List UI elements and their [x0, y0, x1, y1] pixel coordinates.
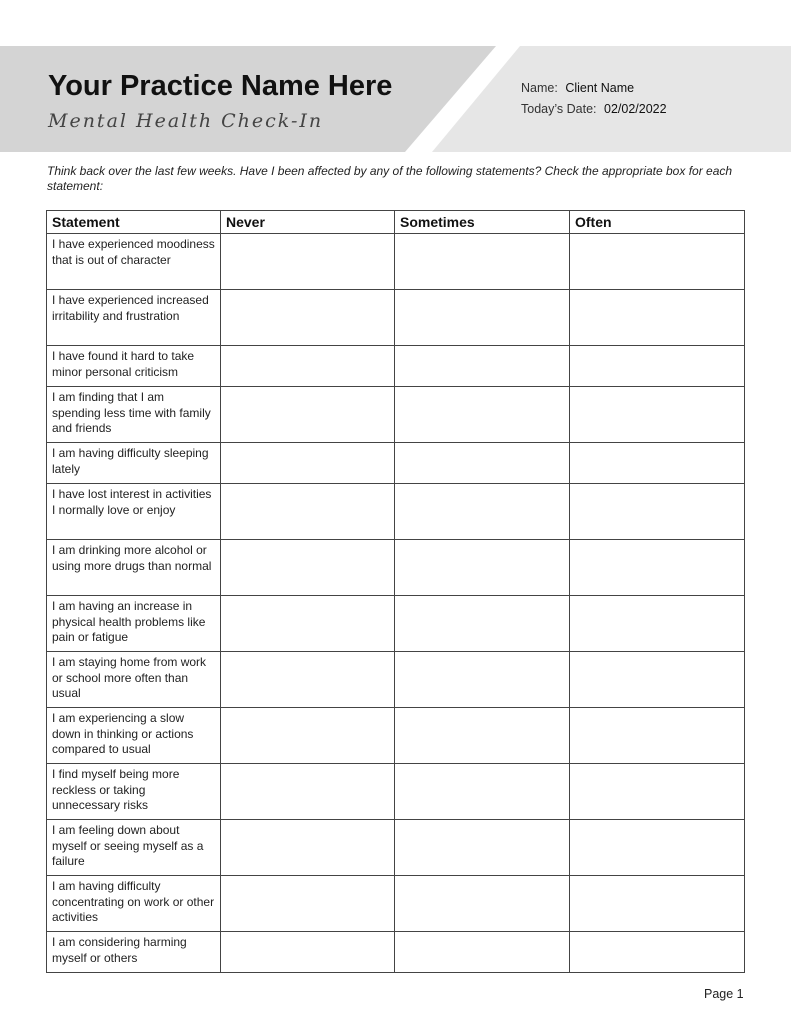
table-row	[47, 346, 745, 387]
never-checkbox[interactable]	[221, 540, 395, 596]
often-checkbox[interactable]	[570, 820, 745, 876]
sometimes-checkbox[interactable]	[395, 540, 570, 596]
statement-cell: I am experiencing a slow down in thinking or actions compared to usual	[47, 708, 221, 764]
table-row	[47, 234, 745, 290]
table-row	[47, 540, 745, 596]
date-label: Today’s Date:	[521, 102, 597, 116]
sometimes-checkbox[interactable]	[395, 443, 570, 484]
often-checkbox[interactable]	[570, 932, 745, 973]
sometimes-checkbox[interactable]	[395, 708, 570, 764]
date-value[interactable]: 02/02/2022	[604, 102, 667, 116]
statement-cell: I am drinking more alcohol or using more drugs than normal	[47, 540, 221, 596]
sometimes-checkbox[interactable]	[395, 290, 570, 346]
sometimes-checkbox[interactable]	[395, 652, 570, 708]
often-checkbox[interactable]	[570, 234, 745, 290]
never-checkbox[interactable]	[221, 876, 395, 932]
date-row	[521, 102, 667, 123]
page-number: Page 1	[704, 987, 744, 1001]
client-info	[521, 81, 667, 123]
table-row	[47, 484, 745, 540]
never-checkbox[interactable]	[221, 596, 395, 652]
table-row	[47, 290, 745, 346]
statement-cell: I am finding that I am spending less time with family and friends	[47, 387, 221, 443]
statement-cell: I have experienced increased irritability and frustration	[47, 290, 221, 346]
sometimes-checkbox[interactable]	[395, 387, 570, 443]
table-row	[47, 652, 745, 708]
never-checkbox[interactable]	[221, 387, 395, 443]
table-row	[47, 764, 745, 820]
often-checkbox[interactable]	[570, 876, 745, 932]
table-row	[47, 387, 745, 443]
col-header-often: Often	[570, 211, 745, 234]
never-checkbox[interactable]	[221, 764, 395, 820]
often-checkbox[interactable]	[570, 596, 745, 652]
client-name-value[interactable]: Client Name	[565, 81, 635, 95]
never-checkbox[interactable]	[221, 290, 395, 346]
name-label: Name:	[521, 81, 558, 95]
statement-cell: I am having difficulty sleeping lately	[47, 443, 221, 484]
sometimes-checkbox[interactable]	[395, 876, 570, 932]
col-header-sometimes: Sometimes	[395, 211, 570, 234]
statement-cell: I have lost interest in activities I normally love or enjoy	[47, 484, 221, 540]
practice-name: Your Practice Name Here	[48, 70, 393, 102]
table-row	[47, 820, 745, 876]
never-checkbox[interactable]	[221, 234, 395, 290]
sometimes-checkbox[interactable]	[395, 234, 570, 290]
col-header-statement: Statement	[47, 211, 221, 234]
sometimes-checkbox[interactable]	[395, 932, 570, 973]
statement-cell: I find myself being more reckless or taking unnecessary risks	[47, 764, 221, 820]
often-checkbox[interactable]	[570, 346, 745, 387]
often-checkbox[interactable]	[570, 484, 745, 540]
never-checkbox[interactable]	[221, 820, 395, 876]
instructions: Think back over the last few weeks. Have I been affected by any of the following statements? Check the appropriate box for each statement:	[47, 164, 733, 193]
never-checkbox[interactable]	[221, 484, 395, 540]
never-checkbox[interactable]	[221, 443, 395, 484]
table-row	[47, 596, 745, 652]
often-checkbox[interactable]	[570, 708, 745, 764]
often-checkbox[interactable]	[570, 540, 745, 596]
statement-cell: I have found it hard to take minor personal criticism	[47, 346, 221, 387]
often-checkbox[interactable]	[570, 652, 745, 708]
never-checkbox[interactable]	[221, 346, 395, 387]
statement-cell: I am having difficulty concentrating on work or other activities	[47, 876, 221, 932]
sometimes-checkbox[interactable]	[395, 346, 570, 387]
never-checkbox[interactable]	[221, 652, 395, 708]
statement-cell: I am staying home from work or school more often than usual	[47, 652, 221, 708]
sometimes-checkbox[interactable]	[395, 596, 570, 652]
often-checkbox[interactable]	[570, 443, 745, 484]
statement-cell: I have experienced moodiness that is out of character	[47, 234, 221, 290]
table-row	[47, 932, 745, 973]
statement-cell: I am feeling down about myself or seeing myself as a failure	[47, 820, 221, 876]
sometimes-checkbox[interactable]	[395, 484, 570, 540]
form-subtitle: Mental Health Check-In	[48, 110, 324, 132]
never-checkbox[interactable]	[221, 932, 395, 973]
often-checkbox[interactable]	[570, 290, 745, 346]
statement-cell: I am having an increase in physical health problems like pain or fatigue	[47, 596, 221, 652]
table-row	[47, 876, 745, 932]
often-checkbox[interactable]	[570, 764, 745, 820]
client-name-row	[521, 81, 667, 102]
table-row	[47, 443, 745, 484]
often-checkbox[interactable]	[570, 387, 745, 443]
table-header-row	[47, 211, 745, 234]
statement-cell: I am considering harming myself or others	[47, 932, 221, 973]
col-header-never: Never	[221, 211, 395, 234]
never-checkbox[interactable]	[221, 708, 395, 764]
sometimes-checkbox[interactable]	[395, 820, 570, 876]
table-row	[47, 708, 745, 764]
sometimes-checkbox[interactable]	[395, 764, 570, 820]
checkin-table	[46, 210, 745, 973]
